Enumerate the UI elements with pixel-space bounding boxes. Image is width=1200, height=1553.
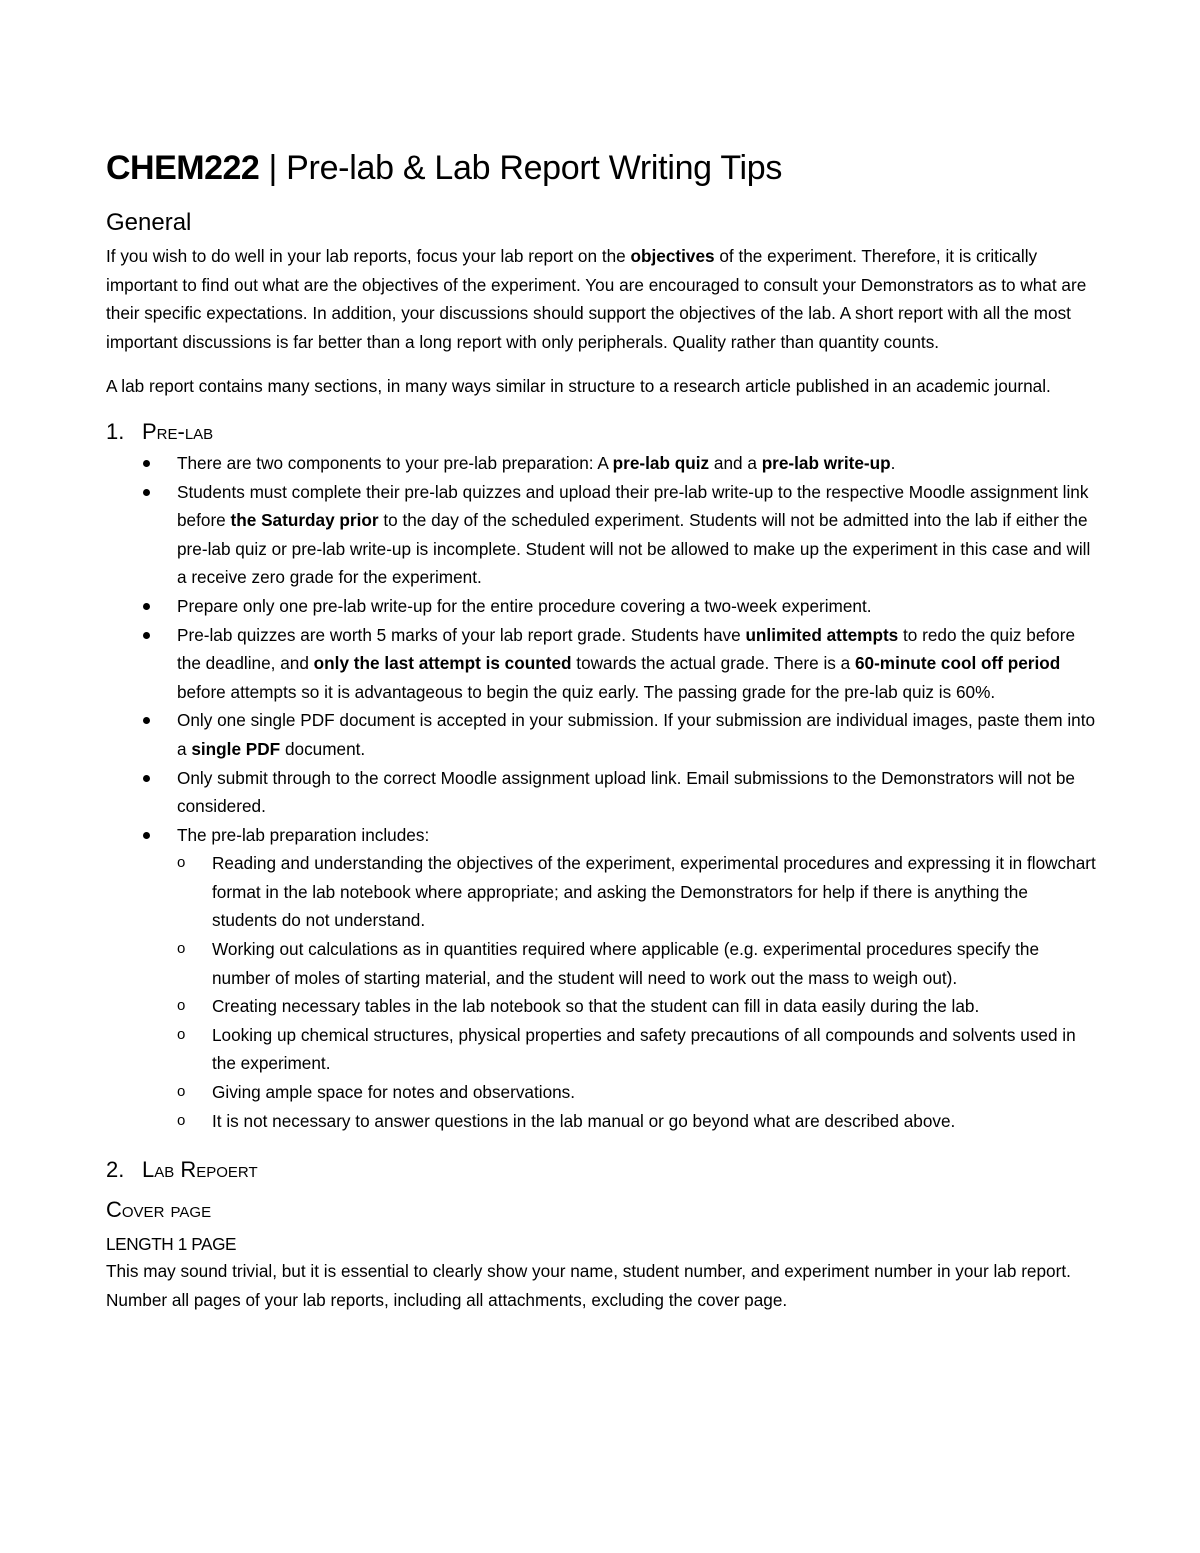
bullet-text: Students must complete their pre-lab quizzes and upload their pre-lab write-up to the respective Moodle assignment link before bbox=[177, 481, 1089, 531]
list-item bbox=[106, 821, 1096, 1136]
sub-list-item: o Working out calculations as in quantities required where applicable (e.g. experimental procedures specify the number of moles of starting material, and the student will need to work out the mass to weigh out). bbox=[177, 935, 1096, 992]
bullet-bold: only the last attempt is counted bbox=[313, 653, 572, 674]
sub-list-item: o Giving ample space for notes and observations. bbox=[177, 1078, 1096, 1107]
sub-list-item: o Looking up chemical structures, physical properties and safety precautions of all compounds and solvents used in the experiment. bbox=[177, 1021, 1096, 1078]
prelab-heading bbox=[106, 417, 1096, 447]
list-item bbox=[106, 706, 1096, 763]
general-heading: General bbox=[106, 209, 192, 236]
sub-list-item: o Creating necessary tables in the lab notebook so that the student can fill in data easily during the lab. bbox=[177, 992, 1096, 1021]
list-item bbox=[106, 449, 1096, 478]
list-item: Only submit through to the correct Moodle assignment upload link. Email submissions to the Demonstrators will not be considered. bbox=[106, 764, 1096, 821]
bullet-bold: pre-lab quiz bbox=[612, 452, 710, 473]
prelab-heading-text: Pre-lab bbox=[142, 418, 214, 444]
general-p1-bold: objectives bbox=[630, 246, 715, 266]
bullet-text: and a bbox=[709, 452, 762, 473]
bullet-bold: the Saturday prior bbox=[230, 510, 379, 531]
bullet-bold: pre-lab write-up bbox=[761, 452, 891, 473]
bullet-text: towards the actual grade. There is a bbox=[571, 653, 855, 674]
sub-list-item: o Reading and understanding the objectives of the experiment, experimental procedures and expressing it in flowchart format in the lab notebook where appropriate; and asking the Demonstrators for help if there is anything the students do not understand. bbox=[177, 849, 1096, 935]
bullet-bold: 60-minute cool off period bbox=[854, 653, 1061, 674]
bullet-text: Only one single PDF document is accepted in your submission. If your submission are individual images, paste them into a bbox=[177, 710, 1096, 759]
lab-report-number: 2. bbox=[106, 1157, 125, 1183]
lab-report-heading bbox=[106, 1155, 1096, 1185]
general-p1-text-b: of the experiment. Therefore, it is critically important to find out what are the objectives of the experiment. You are encouraged to consult your Demonstrators as to what are their specific expectations. In addition, your discussions should support the objectives of the lab. A short report with all the most important discussions is far better than a long report with only peripherals. Quality rather than quantity counts. bbox=[106, 246, 1087, 352]
title-separator: | bbox=[259, 149, 287, 187]
general-p1-text-a: If you wish to do well in your lab reports, focus your lab report on the bbox=[106, 246, 631, 266]
bullet-text: document. bbox=[280, 738, 366, 759]
course-code: CHEM222 bbox=[106, 149, 260, 187]
document-page bbox=[106, 140, 1096, 1330]
cover-page-heading: Cover page bbox=[106, 1197, 212, 1223]
bullet-bold: single PDF bbox=[191, 738, 281, 759]
document-title bbox=[106, 140, 1096, 196]
general-paragraph-1 bbox=[106, 242, 1096, 356]
bullet-bold: unlimited attempts bbox=[745, 624, 899, 645]
sub-list-item: o It is not necessary to answer questions in the lab manual or go beyond what are described above. bbox=[177, 1107, 1096, 1136]
lab-report-heading-text: Lab Repoert bbox=[142, 1157, 258, 1183]
bullet-text: There are two components to your pre-lab preparation: A bbox=[177, 452, 613, 473]
prelab-bullet-list bbox=[106, 449, 1096, 1135]
bullet-text: to the day of the scheduled experiment. Students will not be admitted into the lab if either the pre-lab quiz or pre-lab write-up is incomplete. Student will not be allowed to make up the experiment in this case and will a receive zero grade for the experiment. bbox=[177, 510, 1091, 588]
bullet-text: before attempts so it is advantageous to begin the quiz early. The passing grade for the pre-lab quiz is 60%. bbox=[177, 681, 996, 702]
bullet-text: to redo the quiz before the deadline, and bbox=[177, 624, 1076, 674]
cover-page-paragraph: This may sound trivial, but it is essential to clearly show your name, student number, and experiment number in your lab report. Number all pages of your lab reports, including all attachments, excluding the cover page. bbox=[106, 1261, 1071, 1310]
general-paragraph-2: A lab report contains many sections, in many ways similar in structure to a research article published in an academic journal. bbox=[106, 376, 1051, 397]
bullet-text: The pre-lab preparation includes: bbox=[177, 824, 430, 845]
bullet-text: . bbox=[890, 452, 896, 473]
list-item bbox=[106, 621, 1096, 707]
length-heading: LENGTH 1 PAGE bbox=[106, 1234, 237, 1255]
prelab-number: 1. bbox=[106, 418, 125, 444]
prelab-sub-list bbox=[177, 849, 1096, 1135]
bullet-text: Pre-lab quizzes are worth 5 marks of your lab report grade. Students have bbox=[177, 624, 746, 645]
title-text: Pre-lab & Lab Report Writing Tips bbox=[286, 149, 783, 187]
list-item: Prepare only one pre-lab write-up for the entire procedure covering a two-week experiment. bbox=[106, 592, 1096, 621]
list-item bbox=[106, 478, 1096, 592]
